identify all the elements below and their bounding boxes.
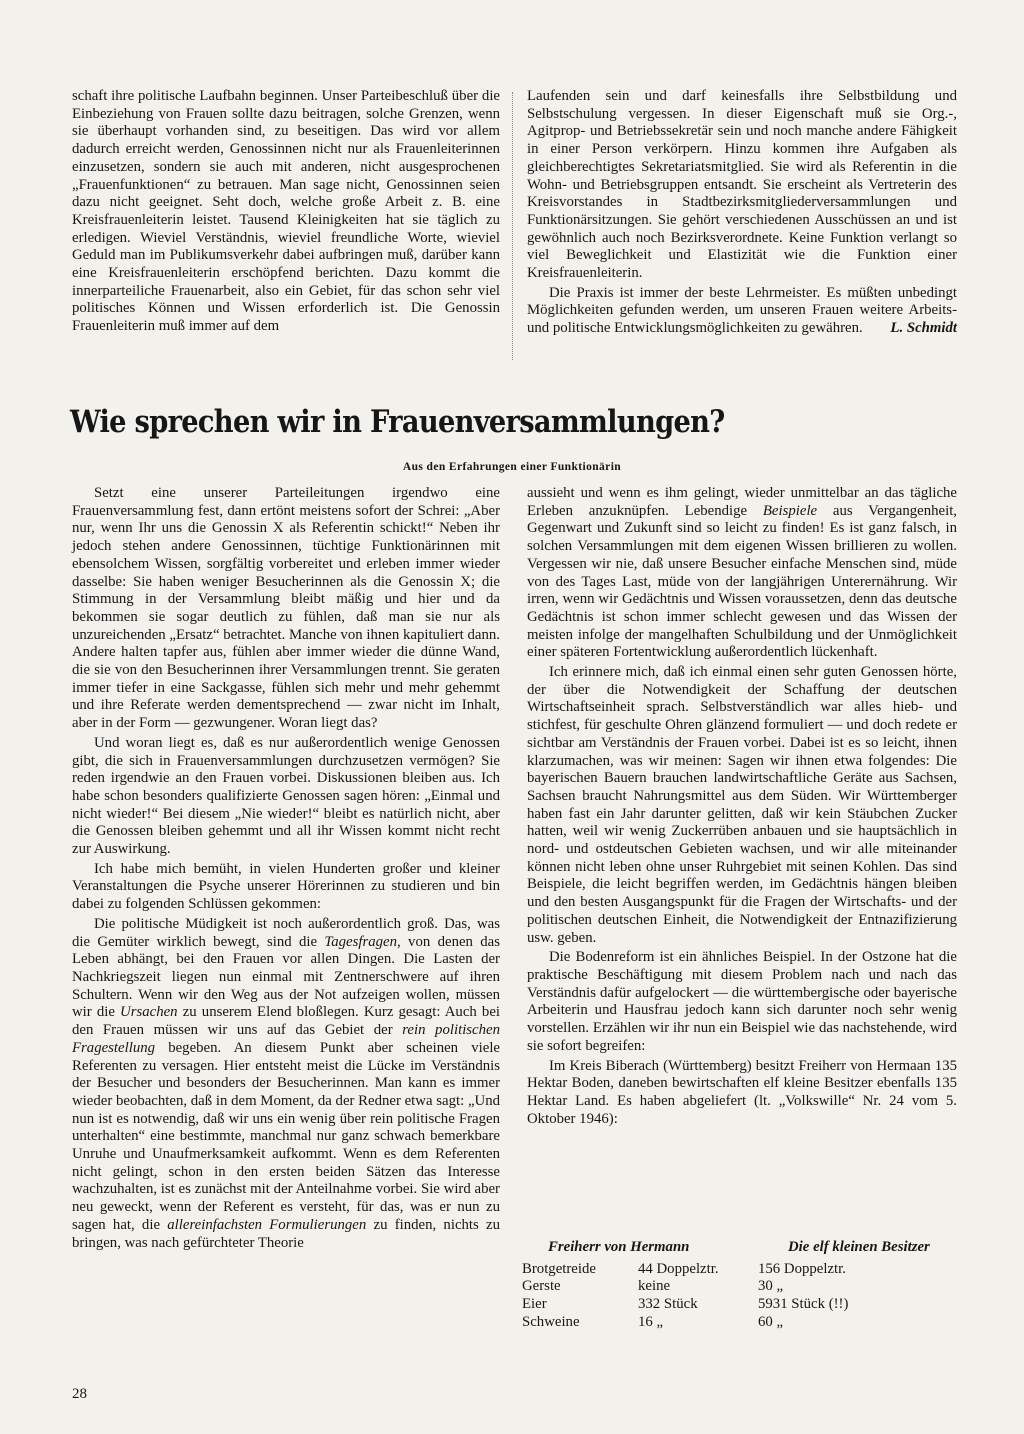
table-cell: 5931 Stück (!!) — [758, 1296, 849, 1313]
table-row — [522, 1314, 962, 1332]
table-cell: Brotgetreide — [522, 1260, 596, 1277]
paragraph: Und woran liegt es, daß es nur außerordentlich wenige Genossen gibt, die sich in Frauenversammlungen durchzusetzen vermögen? Sie reden irgendwie an den Frauen vorbei. Diskussionen bleiben aus. Ich habe schon besonders qualifizierte Genossen sagen hören: „Einmal und nicht wieder!“ Bei diesem „Nie wieder!“ bleibt es natürlich nicht, aber die Genossen bleiben gehemmt und all ihr Wissen kommt nicht recht zur Auswirkung. — [72, 734, 500, 858]
emphasis: rein politischen Fragestellung — [72, 1022, 500, 1056]
article-left-column — [72, 485, 500, 1252]
column-divider — [512, 92, 514, 360]
paragraph: Laufenden sein und darf keinesfalls ihre Selbstbildung und Selbstschulung vergessen. In dieser Eigenschaft muß sie Org.-, Agitprop- und Betriebssekretär sein und noch manche andere Fähigkeit in einer Person verkörpern. Hinzu kommen ihre Aufgaben als gleichberechtigtes Sekretariatsmitglied. Sie wird als Referentin in die Wohn- und Betriebsgruppen entsandt. Sie erscheint als Vertreterin des Kreisvorstandes in Stadtbezirksmitgliederversammlungen und Funktionärsitzungen. Sie gehört verschiedenen Ausschüssen an und ist gewöhnlich auch noch Bezirksverordnete. Keine Funktion verlangt so viel Beweglichkeit und Elastizität wie die Funktion einer Kreisfrauenleiterin. — [527, 88, 957, 282]
text-run: von denen das Leben abhängt, bei den Frauen vor allen Dingen. Die Lasten der Nachkriegszeit liegen nun einmal mit Zentnerschwere auf ihren Schultern. Wenn wir den Weg aus der Not aufzeigen wollen, müssen wir die — [72, 933, 500, 1021]
paragraph-text: Die Praxis ist immer der beste Lehrmeister. Es müßten unbedingt Möglichkeiten gefunden werden, um unseren Frauen weitere Arbeits- und politische Entwicklungsmöglichkeiten zu gewähren. — [527, 284, 957, 337]
table-cell: 60 „ — [758, 1313, 784, 1330]
continued-article-right-column — [527, 88, 957, 338]
text-run: Die politische Müdigkeit ist noch außerordentlich groß. Das, was die Gemüter wirklich bewegt, sind die — [72, 915, 500, 950]
paragraph — [527, 285, 957, 338]
text-run: zu unserem Elend bloßlegen. Kurz gesagt: Auch bei den Frauen müssen wir uns auf das Gebiet der — [72, 1004, 500, 1039]
text-run: aussieht und wenn es ihm gelingt, wieder unmittelbar an das tägliche Erleben anzuknüpfen. Lebendige — [527, 485, 957, 519]
paragraph: Setzt eine unserer Parteileitungen irgendwo eine Frauenversammlung fest, dann ertönt meistens sofort der Schrei: „Aber nur, wenn Ihr uns die Genossin X als Referentin schickt!“ Neben ihr jedoch stehen andere Genossinnen, tüchtige Funktionärinnen mit ebensolchem Wissen, sorgfältig vorbereitet und erleben immer wieder dasselbe: Sie haben weniger Besucherinnen als die Genossin X; die Stimmung in der Versammlung bleibt mäßig und hier und da bekommen sie sogar deutlich zu fühlen, daß man sie nur als unzureichenden „Ersatz“ betrachtet. Manche von ihnen kapituliert dann. Andere halten tapfer aus, fühlen aber immer wieder die dünne Wand, die sie von den Besucherinnen ihrer Versammlungen trennt. Sie geraten immer tiefer in eine Sackgasse, fühlen sich mehr und mehr gehemmt und ihre Referate werden dementsprechend — zwar nicht im Inhalt, aber in der Form — gezwungener. Woran liegt das? — [72, 485, 500, 732]
table-row — [522, 1296, 962, 1314]
emphasis: Ursachen — [120, 1004, 178, 1021]
paragraph: Im Kreis Biberach (Württemberg) besitzt Freiherr von Hermaan 135 Hektar Boden, daneben bewirtschaften elf kleine Besitzer ebenfalls 135 Hektar Land. Es haben abgeliefert (lt. „Volkswille“ Nr. 24 vom 5. Oktober 1946): — [527, 1057, 957, 1127]
table-cell: 156 Doppelztr. — [758, 1260, 846, 1277]
table-header — [522, 1239, 962, 1257]
emphasis: Tagesfragen, — [324, 933, 401, 950]
article-right-column — [527, 485, 957, 1128]
article-subtitle: Aus den Erfahrungen einer Funktionärin — [402, 461, 622, 473]
paragraph — [527, 485, 957, 662]
table-row — [522, 1278, 962, 1296]
column-header: Die elf kleinen Besitzer — [788, 1239, 930, 1255]
paragraph: schaft ihre politische Laufbahn beginnen. Unser Parteibeschluß über die Einbeziehung von Frauen sollte dazu beitragen, solche Grenzen, wenn sie überhaupt vorhanden sind, zu beseitigen. Das wird vor allem dadurch erreicht werden, Genossinnen nicht nur als Frauenleiterinnen einzusetzen, sondern sie auch mit anderen, nicht ausgesprochenen „Frauenfunktionen“ zu betrauen. Man sage nicht, Genossinnen seien dazu nicht geeignet. Seht doch, welche große Arbeit z. B. eine Kreisfrauenleiterin leistet. Tausend Kleinigkeiten hat sie täglich zu erledigen. Wieviel Verständnis, wieviel freundliche Worte, wieviel Geduld man im Publikumsverkehr dabei aufbringen muß, darüber kann eine Kreisfrauenleiterin erschöpfend berichten. Dazu kommt die innerparteiliche Frauenarbeit, also ein Gebiet, für das schon sehr viel politisches Können und Wissen erforderlich ist. Die Genossin Frauenleiterin muß immer auf dem — [72, 88, 500, 335]
continued-article-left-column — [72, 88, 500, 336]
table-row — [522, 1261, 962, 1279]
table-cell: 332 Stück — [638, 1296, 698, 1313]
table-cell: 44 Doppelztr. — [638, 1260, 719, 1277]
delivery-comparison-table — [522, 1239, 962, 1332]
table-cell: Eier — [522, 1296, 547, 1313]
column-header: Freiherr von Hermann — [548, 1239, 690, 1255]
paragraph: Ich erinnere mich, daß ich einmal einen sehr guten Genossen hörte, der über die Notwendigkeit der Schaffung der deutschen Wirtschaftseinheit sprach. Selbstverständlich war alles hieb- und stichfest, für geschulte Ohren glänzend formuliert — und doch redete er sichtbar am Verständnis der Frauen vorbei. Dabei ist es so leicht, ihnen klarzumachen, was wir meinen: Sagen wir ihnen etwa folgendes: Die bayerischen Bauern brauchen landwirtschaftliche Geräte aus Sachsen, Sachsen braucht Nahrungsmittel aus dem Süden. Wir Württemberger haben fast ein Jahr darunter gelitten, daß wir kein Stäubchen Zucker hatten, weil wir wenig Zuckerrüben anbauen und sie hauptsächlich in nord- und ostdeutschen Gebieten wachsen, und wir alle miteinander können nicht leben ohne unser Ruhrgebiet mit seinen Kohlen. Das sind Beispiele, die leicht begriffen werden, im Gedächtnis hängen bleiben und den besten Ausgangspunkt für die Fragen der Wirtschafts- und der politischen deutschen Einheit, die Notwendigkeit der Entnazifizierung usw. geben. — [527, 664, 957, 946]
emphasis: Beispiele — [762, 502, 818, 519]
article-title: Wie sprechen wir in Frauenversammlungen? — [70, 404, 725, 440]
table-cell: keine — [638, 1278, 671, 1295]
text-run: zu finden, nichts zu bringen, was nach gefürchteter Theorie — [72, 1216, 500, 1251]
author-signature: L. Schmidt — [890, 320, 957, 337]
table-cell: 16 „ — [638, 1313, 664, 1330]
table-cell: 30 „ — [758, 1278, 784, 1295]
paragraph: Ich habe mich bemüht, in vielen Hunderten großer und kleiner Veranstaltungen die Psyche unserer Hörerinnen zu studieren und bin dabei zu folgenden Schlüssen gekommen: — [72, 860, 500, 913]
text-run: aus Vergangenheit, Gegenwart und Zukunft sind so leicht zu finden! Es ist ganz falsch, in solchen Versammlungen mit dem eigenen Wissen brillieren zu wollen. Vergessen wir nie, daß unsere Besucher einfache Menschen sind, müde von des Tages Last, müde von der langjährigen Unterernährung. Wir irren, wenn wir Gedächtnis und Wissen voraussetzen, denn das deutsche Gedächtnis ist schon immer schlecht gewesen und das Wissen der meisten infolge der mangelhaften Schulbildung und der Unmöglichkeit einer späteren Fortentwicklung außerordentlich lückenhaft. — [527, 502, 958, 661]
text-run: begeben. An diesem Punkt aber scheinen viele Referenten zu versagen. Hier entsteht meist die Lücke im Verständnis der Besucher und besonders der Besucherinnen. Man kann es immer wieder beobachten, daß in dem Moment, da der Redner etwa sagt: „Und nun ist es notwendig, daß wir uns ein wenig über rein politische Fragen unterhalten“ eine bestimmte, manchmal nur ganz schwach bemerkbare Unruhe und Unaufmerksamkeit aufkommt. Wenn es dem Referenten nicht gelingt, schon in den ersten beiden Sätzen das Interesse wachzuhalten, ist es zunächst mit der Anteilnahme vorbei. Sie wird aber neu geweckt, wenn der Referent es versteht, für das, was er nun zu sagen hat, die — [72, 1039, 500, 1233]
emphasis: allereinfachsten Formulierungen — [167, 1216, 367, 1233]
table-cell: Gerste — [522, 1278, 561, 1295]
page-number: 28 — [72, 1386, 87, 1402]
paragraph: Die Bodenreform ist ein ähnliches Beispiel. In der Ostzone hat die praktische Beschäftigung mit diesem Problem nach und nach das Verständnis dafür aufgelockert — die württembergische oder bayerische Arbeiterin und Hausfrau jedoch kann sich darunter noch sehr wenig vorstellen. Erzählen wir ihr nun ein Beispiel wie das nachstehende, wird sie sofort begreifen: — [527, 949, 957, 1054]
table-cell: Schweine — [522, 1313, 580, 1330]
paragraph — [72, 916, 500, 1252]
